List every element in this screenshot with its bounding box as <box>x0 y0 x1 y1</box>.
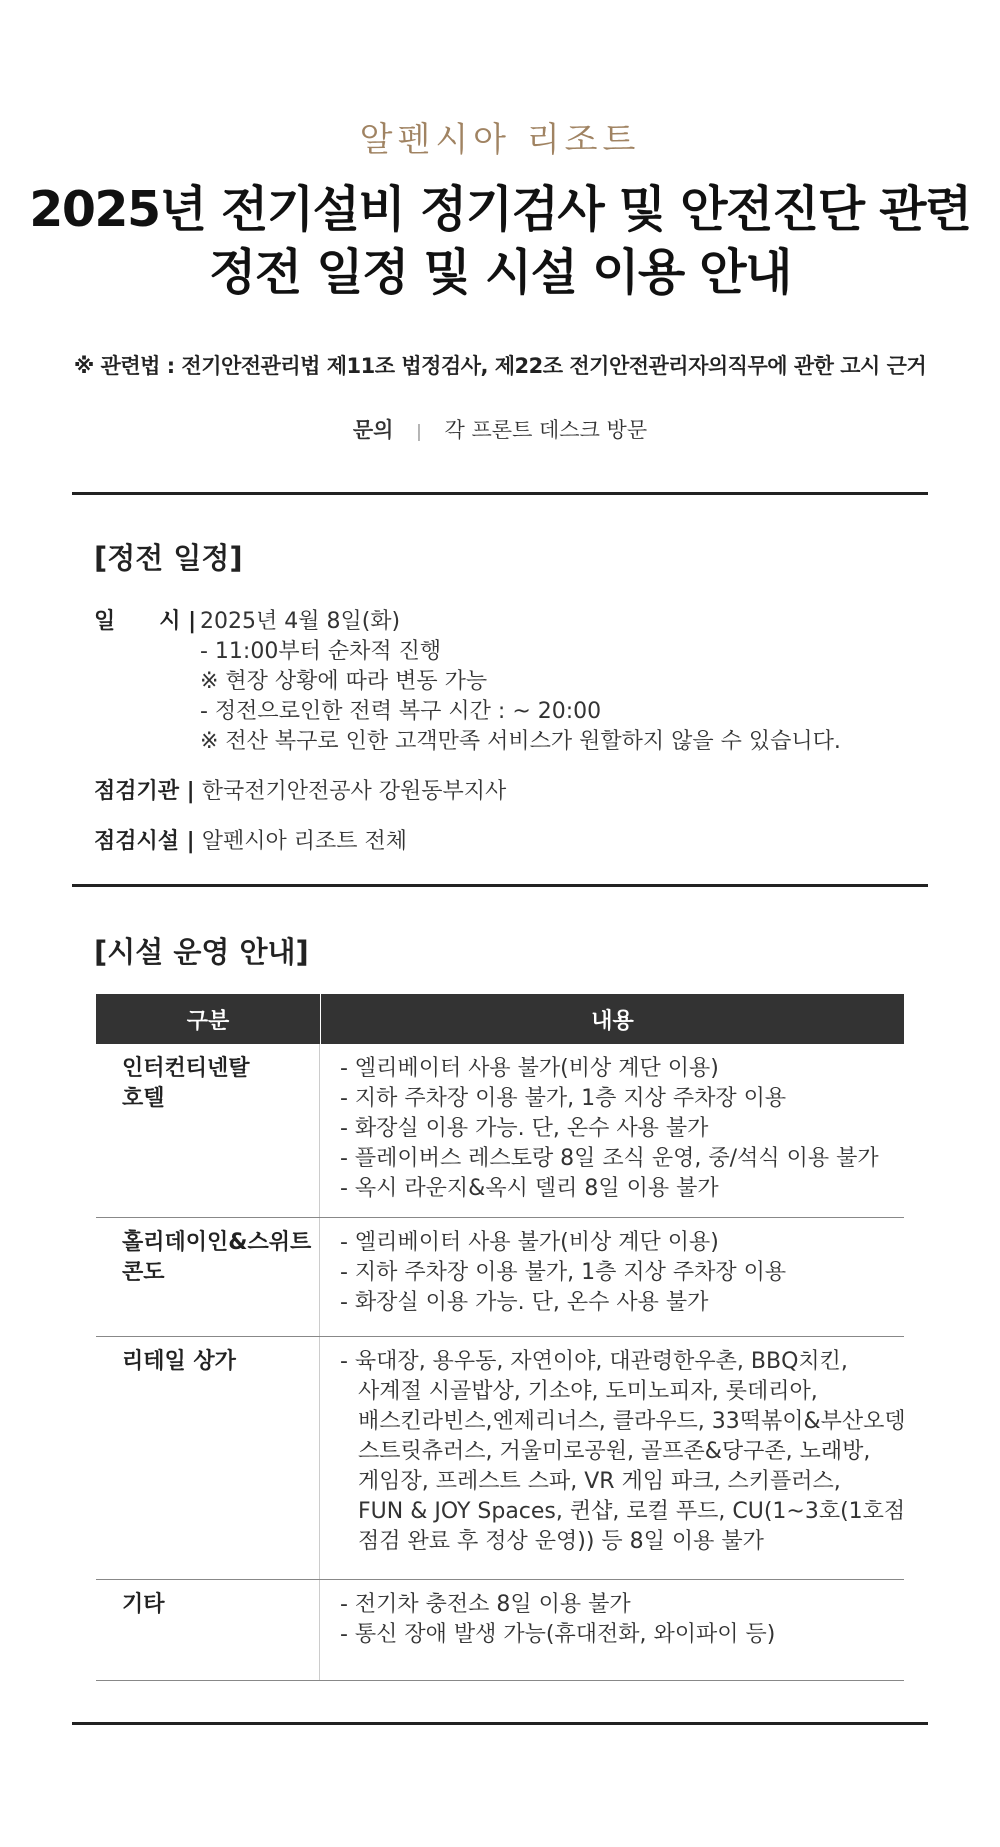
row-category: 인터컨티넨탈 호텔 <box>96 1044 320 1217</box>
row-category: 기타 <box>96 1580 320 1680</box>
agency-value: 한국전기안전공사 강원동부지사 <box>201 779 507 804</box>
schedule-date-line: 2025년 4월 8일(화) <box>200 609 401 634</box>
table-row <box>96 1337 904 1580</box>
row-content: - 엘리베이터 사용 불가(비상 계단 이용) - 지하 주차장 이용 불가, 1층 지상 주차장 이용 - 화장실 이용 가능. 단, 온수 사용 불가 <box>340 1230 787 1315</box>
schedule-start-line: - 11:00부터 순차적 진행 <box>200 639 442 664</box>
agency-row <box>94 774 506 805</box>
contact-separator: | <box>416 422 422 442</box>
table-row <box>96 1580 904 1681</box>
header-content: 내용 <box>591 1008 634 1034</box>
header-category: 구분 <box>96 994 321 1044</box>
contact-info <box>0 414 1000 444</box>
resort-name: 알펜시아 리조트 <box>359 120 641 160</box>
page-title-line-1: 2025년 전기설비 정기검사 및 안전진단 관련 <box>29 181 971 238</box>
row-content: - 엘리베이터 사용 불가(비상 계단 이용) - 지하 주차장 이용 불가, 1층 지상 주차장 이용 - 화장실 이용 가능. 단, 온수 사용 불가 - 플레이버스 레스토랑 8일 조식 운영, 중/석식 이용 불가 - 옥시 라운지&옥시 델리 8일 이용 불가 <box>340 1056 879 1201</box>
table-row <box>96 1218 904 1337</box>
row-category: 홀리데이인&스위트 콘도 <box>96 1218 320 1336</box>
row-content: - 전기차 충전소 8일 이용 불가 - 통신 장애 발생 가능(휴대전화, 와이파이 등) <box>340 1592 776 1647</box>
row-category: 리테일 상가 <box>96 1337 320 1579</box>
schedule-service-note: ※ 전산 복구로 인한 고객만족 서비스가 원할하지 않을 수 있습니다. <box>200 729 841 754</box>
schedule-heading: [정전 일정] <box>94 541 243 575</box>
schedule-note-line: ※ 현장 상황에 따라 변동 가능 <box>200 669 488 694</box>
agency-label: 점검기관 | <box>94 779 195 804</box>
contact-label: 문의 <box>352 418 394 442</box>
facility-row <box>94 824 407 855</box>
table-header <box>96 994 904 1044</box>
facility-label: 점검시설 | <box>94 829 195 854</box>
table-row <box>96 1044 904 1218</box>
contact-value: 각 프론트 데스크 방문 <box>444 418 648 442</box>
divider-middle <box>72 884 928 887</box>
page-title <box>0 178 1000 304</box>
divider-top <box>72 492 928 495</box>
page-title-line-2: 정전 일정 및 시설 이용 안내 <box>209 244 791 301</box>
operations-table <box>96 994 904 1681</box>
divider-bottom <box>72 1722 928 1725</box>
schedule-date-label: 일 시 | <box>94 609 197 634</box>
legal-basis-note: ※ 관련법 : 전기안전관리법 제11조 법정검사, 제22조 전기안전관리자의직무에 관한 고시 근거 <box>73 354 927 378</box>
schedule-restore-line: - 정전으로인한 전력 복구 시간 : ~ 20:00 <box>200 699 602 724</box>
row-content: - 육대장, 용우동, 자연이야, 대관령한우촌, BBQ치킨, 사계절 시골밥상, 기소야, 도미노피자, 롯데리아, 배스킨라빈스,엔제리너스, 클라우드, 33떡볶이&부산오뎅 스트릿츄러스, 거울미로공원, 골프존&당구존, 노래방, 게임장, 프레스트 스파, VR 게임 파크, 스키플러스, FUN & JOY Spaces, 퀸샵, 로컬 푸드, CU(1~3호(1호점 점검 완료 후 정상 운영)) 등 8일 이용 불가 <box>340 1349 906 1554</box>
facility-value: 알펜시아 리조트 전체 <box>201 829 407 854</box>
operations-heading: [시설 운영 안내] <box>94 935 309 969</box>
